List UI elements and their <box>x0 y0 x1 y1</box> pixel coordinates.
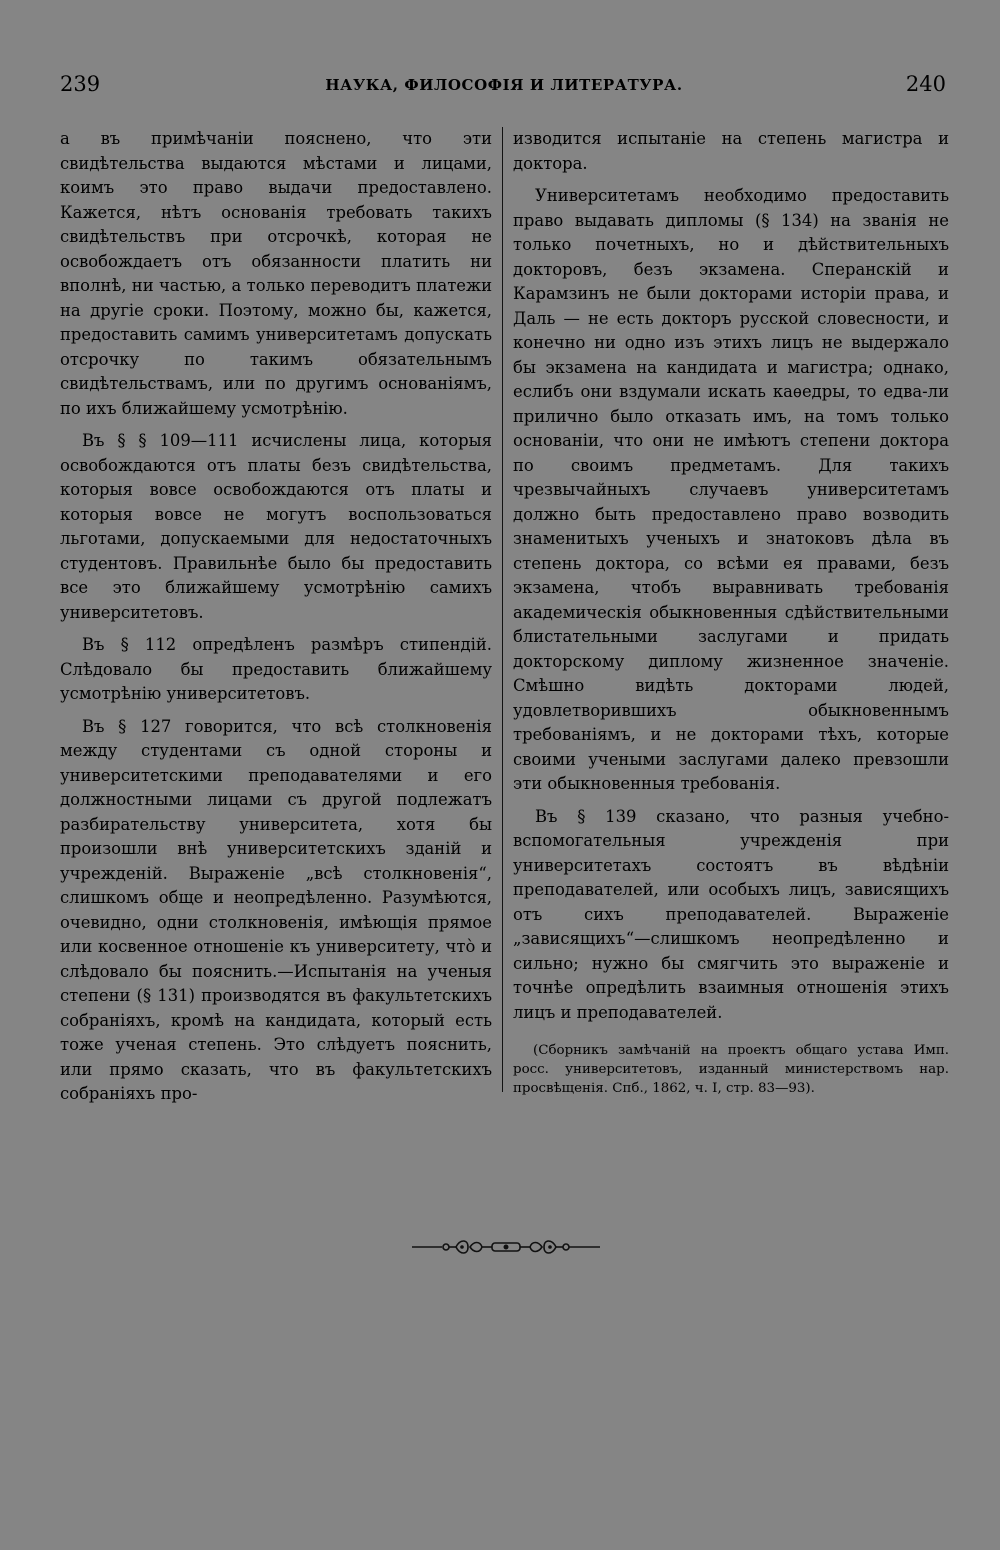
page-number-right: 240 <box>905 72 946 96</box>
column-divider <box>502 127 503 1092</box>
page-header <box>60 70 948 102</box>
right-paragraph-3: Въ § 139 сказано, что разныя учебно-вспомогательныя учрежденія при университетахъ состоятъ въ вѣдѣніи преподавателей, или особыхъ лицъ, зависящихъ отъ сихъ преподавателей. Выраженіе „зависящихъ“—слишкомъ неопредѣленно и сильно; нужно бы смягчить это выраженіе и точнѣе опредѣлить взаимныя отношенія этихъ лицъ и преподавателей. <box>513 806 949 1022</box>
left-paragraph-3: Въ § 112 опредѣленъ размѣръ стипендій. Слѣдовало бы предоставить ближайшему усмотрѣнію университетовъ. <box>60 635 492 703</box>
running-title: НАУКА, ФИЛОСОФІЯ И ЛИТЕРАТУРА. <box>325 76 683 94</box>
right-paragraph-2: Университетамъ необходимо предоставить право выдавать дипломы (§ 134) на званія не только почетныхъ, но и дѣйствительныхъ докторовъ, безъ экзамена. Сперанскій и Карамзинъ не были докторами исторіи права, и Даль — не есть докторъ русской словесности, и конечно ни одно изъ этихъ лицъ не выдержало бы экзамена на кандидата и магистра; однако, еслибъ они вздумали искать каѳедры, то едва-ли прилично было отказать имъ, на томъ только основаніи, что они не имѣютъ степени доктора по своимъ предметамъ. Для такихъ чрезвычайныхъ случаевъ университетамъ должно быть предоставлено право возводить знаменитыхъ ученыхъ и знатоковъ дѣла въ степень доктора, со всѣми ея правами, безъ экзамена, чтобъ выравнивать требованія академическія обыкновенныя сдѣйствительными блистательными заслугами и придать докторскому диплому жизненное значеніе. Смѣшно видѣть докторами людей, удовлетворившихъ обыкновеннымъ требованіямъ, и не докторами тѣхъ, которые своими учеными заслугами далеко превзошли эти обыкновенныя требованія. <box>513 186 949 793</box>
right-column <box>513 127 949 1098</box>
page-number-left: 239 <box>60 72 101 96</box>
source-citation: (Сборникъ замѣчаній на проектъ общаго устава Имп. росс. университетовъ, изданный министерствомъ нар. просвѣщенія. Спб., 1862, ч. I, стр. 83—93). <box>513 1043 949 1096</box>
left-paragraph-4: Въ § 127 говорится, что всѣ столкновенія между студентами съ одной стороны и университетскими преподавателями и его должностными лицами съ другой подлежатъ разбирательству университета, хотя бы произошли внѣ университетскихъ зданій и учрежденій. Выраженіе „всѣ столкновенія“, слишкомъ обще и неопредѣленно. Разумѣются, очевидно, одни столкновенія, имѣющія прямое или косвенное отношеніе къ университету, что̀ и слѣдовало бы пояснить.—Испытанія на ученыя степени (§ 131) производятся въ факультетскихъ собраніяхъ, кромѣ на кандидата, который есть тоже ученая степень. Это слѣдуетъ пояснить, или прямо сказать, что въ факультетскихъ собраніяхъ про- <box>60 716 492 1103</box>
left-column <box>60 127 492 1107</box>
right-paragraph-1: изводится испытаніе на степень магистра и доктора. <box>513 129 949 173</box>
left-paragraph-1: а въ примѣчаніи пояснено, что эти свидѣтельства выдаются мѣстами и лицами, коимъ это право выдачи предоставлено. Кажется, нѣтъ основанія требовать такихъ свидѣтельствъ при отсрочкѣ, которая не освобождаетъ отъ обязанности платить ни вполнѣ, ни частью, а только переводитъ платежи на другіе сроки. Поэтому, можно бы, кажется, предоставить самимъ университетамъ допускать отсрочку по такимъ обязательнымъ свидѣтельствамъ, или по другимъ основаніямъ, по ихъ ближайшему усмотрѣнію. <box>60 129 492 418</box>
left-paragraph-2: Въ § § 109—111 исчислены лица, которыя освобождаются отъ платы безъ свидѣтельства, которыя вовсе освобождаются отъ платы и которыя вовсе не могутъ воспользоваться льготами, допускаемыми для недостаточныхъ студентовъ. Правильнѣе было бы предоставить все это ближайшему усмотрѣнію самихъ университетовъ. <box>60 431 492 622</box>
decorative-tailpiece-icon <box>412 1236 600 1258</box>
